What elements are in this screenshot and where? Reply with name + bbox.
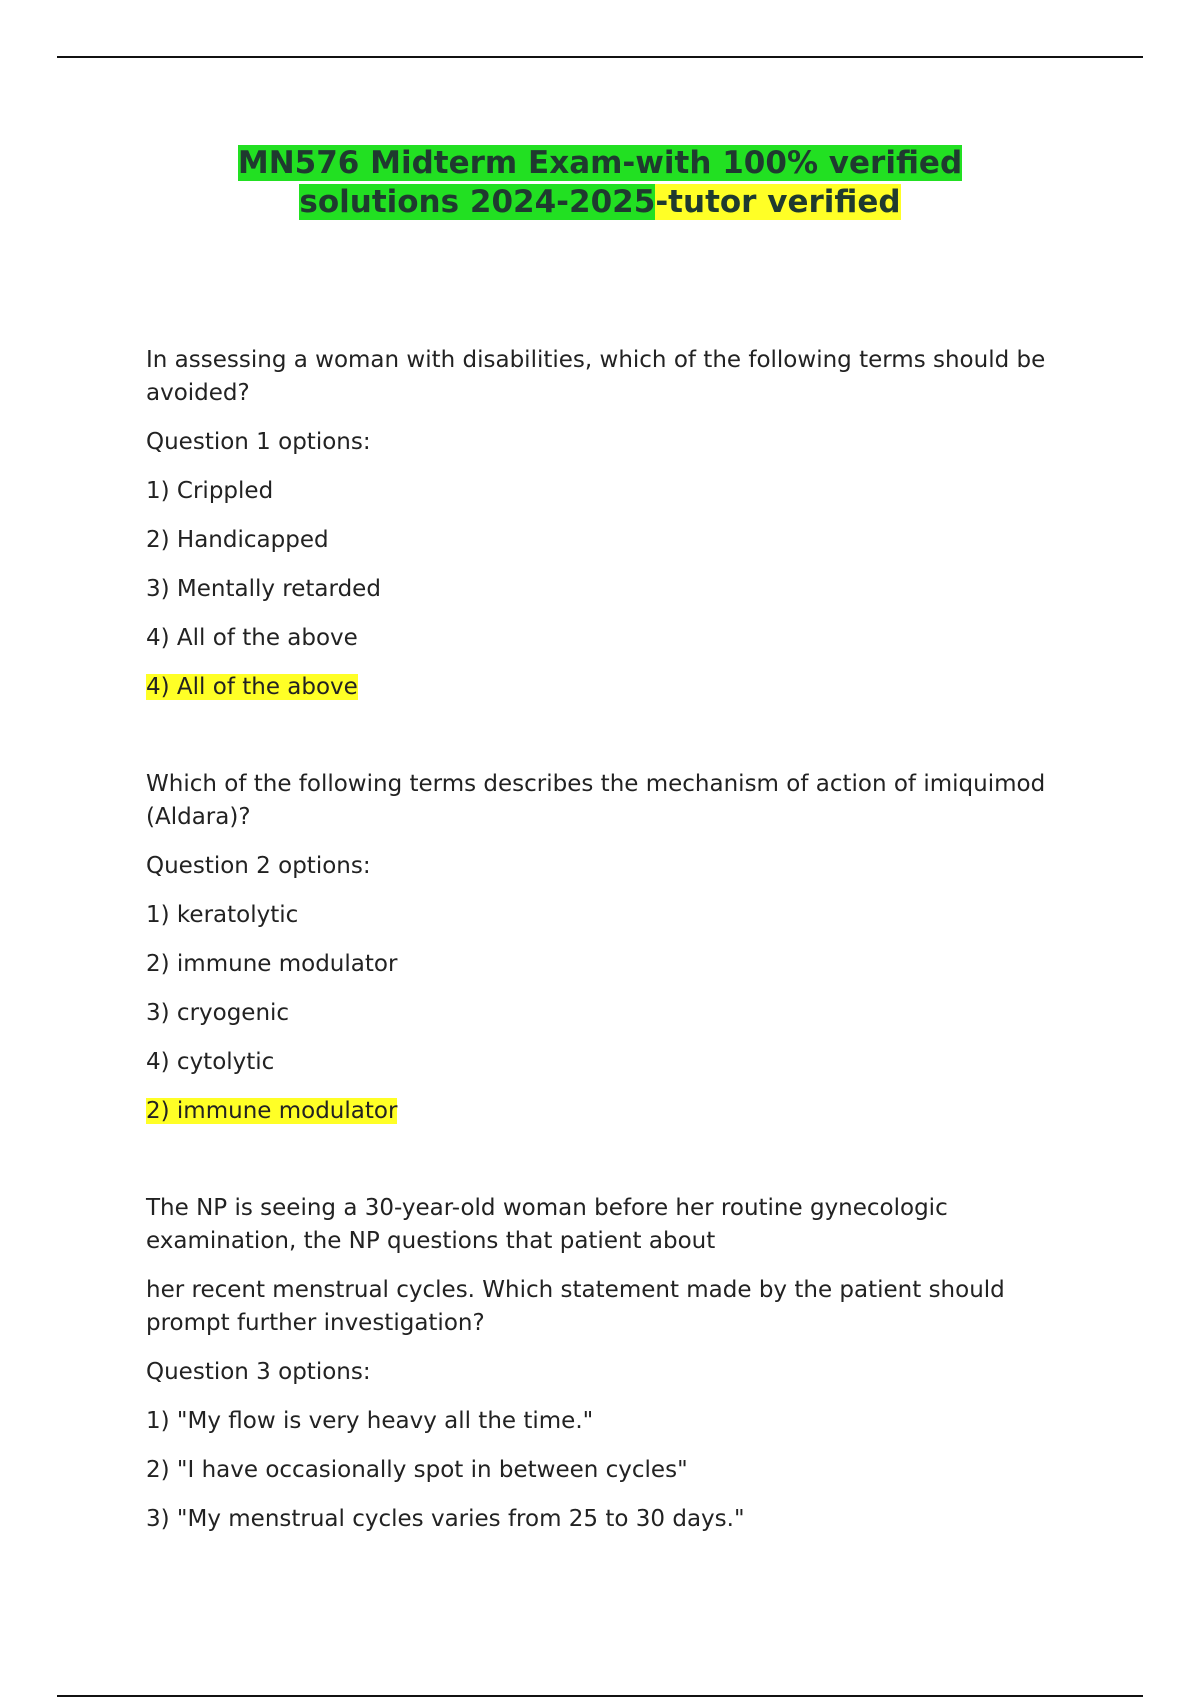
question-stem: Which of the following terms describes the mechanism of action of imiquimod (Aldara)? xyxy=(146,771,1046,830)
question-spacer xyxy=(146,720,1076,768)
question-stem-continued: her recent menstrual cycles. Which statement made by the patient should prompt further investigation? xyxy=(146,1277,1005,1336)
option-item: 4) cytolytic xyxy=(146,1049,275,1075)
option-item: 2) immune modulator xyxy=(146,951,398,977)
question-spacer xyxy=(146,1144,1076,1192)
option-item: 3) cryogenic xyxy=(146,1000,290,1026)
question-list xyxy=(146,344,1076,1552)
title-line-1: MN576 Midterm Exam-with 100% verified xyxy=(237,145,963,181)
option-item: 3) Mentally retarded xyxy=(146,576,381,602)
option-item: 1) keratolytic xyxy=(146,902,299,928)
answer-highlight: 4) All of the above xyxy=(146,674,358,700)
option-item: 2) Handicapped xyxy=(146,527,329,553)
question-block xyxy=(146,768,1076,1128)
options-label: Question 2 options: xyxy=(146,853,371,879)
option-item: 4) All of the above xyxy=(146,625,358,651)
option-item: 1) "My flow is very heavy all the time." xyxy=(146,1408,594,1434)
top-rule xyxy=(57,56,1143,58)
document-title xyxy=(0,144,1200,222)
options-label: Question 1 options: xyxy=(146,429,371,455)
option-item: 2) "I have occasionally spot in between cycles" xyxy=(146,1457,688,1483)
title-line-2-yellow: -tutor verified xyxy=(655,184,901,220)
option-item: 1) Crippled xyxy=(146,478,274,504)
question-stem: The NP is seeing a 30-year-old woman before her routine gynecologic examination, the NP questions that patient about xyxy=(146,1195,948,1254)
answer-highlight: 2) immune modulator xyxy=(146,1098,398,1124)
question-stem: In assessing a woman with disabilities, which of the following terms should be avoided? xyxy=(146,347,1046,406)
question-block xyxy=(146,344,1076,704)
options-label: Question 3 options: xyxy=(146,1359,371,1385)
title-line-2-green: solutions 2024-2025 xyxy=(299,184,656,220)
bottom-rule xyxy=(57,1695,1143,1697)
option-item: 3) "My menstrual cycles varies from 25 to 30 days." xyxy=(146,1506,745,1532)
question-block xyxy=(146,1192,1076,1536)
